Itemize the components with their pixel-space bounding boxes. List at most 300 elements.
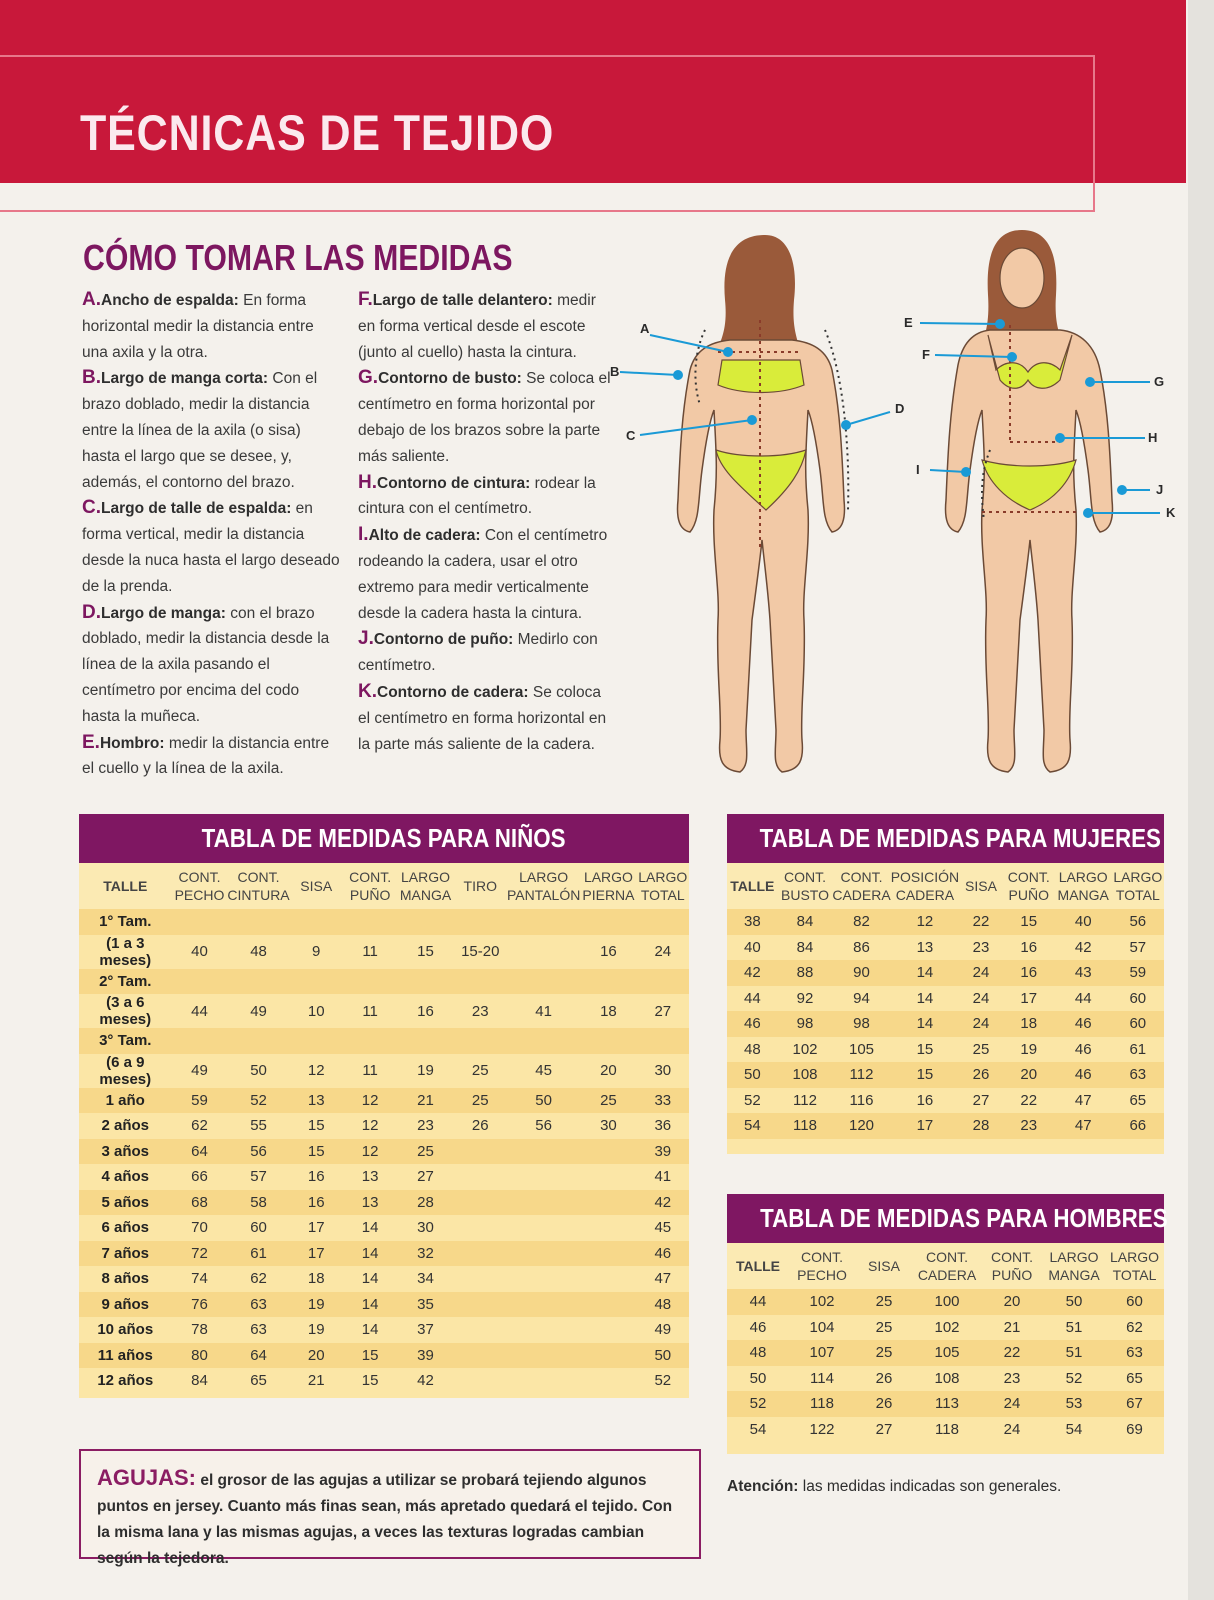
table-cell	[507, 1139, 580, 1165]
table-cell: 88	[778, 960, 833, 986]
table-cell: 46	[637, 1241, 689, 1267]
instruction-name: Largo de manga:	[101, 604, 226, 622]
table-cell: 55	[250, 1117, 267, 1135]
table-cell	[172, 1028, 228, 1054]
table-header-row	[727, 863, 1164, 909]
instruction-letter: G.	[358, 367, 379, 389]
table-cell: 15	[307, 1117, 325, 1135]
instruction-letter: D.	[82, 601, 101, 623]
table-cell: 34	[417, 1270, 434, 1288]
table-cell: 14	[891, 960, 959, 986]
table-cell: 90	[832, 960, 890, 986]
table-cell: 30	[654, 1062, 672, 1079]
table-cell: 9	[312, 943, 321, 960]
table-cell	[397, 969, 453, 995]
row-label: 50	[749, 1369, 767, 1387]
table-cell: 47	[654, 1270, 672, 1288]
table-cell	[454, 909, 507, 935]
instruction-item	[82, 730, 340, 783]
table-cell: 112	[832, 1062, 890, 1088]
table-row	[727, 1011, 1164, 1037]
table-cell: 25	[972, 1040, 990, 1058]
table-cell: 26	[471, 1117, 489, 1135]
face	[1000, 248, 1044, 308]
column-header: TALLE	[727, 1243, 789, 1289]
row-label: 44	[727, 1289, 789, 1315]
table-cell	[290, 909, 343, 935]
row-label: 7 años	[79, 1241, 172, 1267]
table-cell: 44	[1074, 989, 1092, 1007]
table-cell: 22	[981, 1340, 1043, 1366]
table-cell: 28	[959, 1113, 1003, 1139]
table-row	[727, 1062, 1164, 1088]
table-cell	[507, 909, 580, 935]
instructions-column-left	[82, 287, 340, 782]
table-cell: 57	[1129, 938, 1147, 956]
instruction-text: Medirlo con centímetro.	[358, 631, 598, 675]
table-cell: 20	[981, 1289, 1043, 1315]
table-row	[79, 1113, 689, 1139]
instruction-text: Con el centímetro rodeando la cadera, usar el otro extremo para medir verticalmente desde la cadera hasta la cintura.	[358, 527, 608, 622]
instruction-item	[82, 600, 340, 730]
men-size-table	[727, 1194, 1168, 1454]
label-d: D	[895, 401, 905, 416]
table-row	[727, 1340, 1164, 1366]
needles-title: AGUJAS:	[97, 1465, 197, 1490]
table-cell	[343, 1028, 398, 1054]
table-cell	[507, 1266, 580, 1292]
table-cell: 42	[637, 1190, 689, 1216]
table-row	[79, 909, 689, 935]
table-cell: 25	[397, 1139, 453, 1165]
table-cell	[454, 1343, 507, 1369]
table-cell	[454, 969, 507, 995]
instruction-item	[358, 522, 616, 626]
row-label: 3 años	[79, 1139, 172, 1165]
table-cell: 12	[891, 909, 959, 935]
table-cell	[507, 1343, 580, 1369]
table-cell: 14	[361, 1219, 379, 1237]
label-e: E	[904, 315, 913, 330]
table-cell: 61	[227, 1241, 289, 1267]
table-cell: 13	[343, 1190, 398, 1216]
needles-text: el grosor de las agujas a utilizar se probará tejiendo algunos puntos en jersey. Cuanto más finas sean, más apretado quedará el tejido. Con la misma lana y las mismas agujas, a veces las texturas logradas cambian según la tejedora.	[97, 1472, 673, 1567]
attention-label: Atención:	[727, 1478, 799, 1495]
table-cell: 67	[1105, 1391, 1164, 1417]
table-cell	[454, 1028, 507, 1054]
table-row	[727, 1289, 1164, 1315]
table-cell: 16	[307, 1168, 325, 1186]
table-cell: 15	[891, 1062, 959, 1088]
table-cell	[580, 1241, 636, 1267]
table-cell: 18	[600, 1002, 617, 1020]
table-cell: 63	[1105, 1340, 1164, 1366]
instruction-item	[358, 626, 616, 679]
figure-front-view	[900, 220, 1185, 800]
table-cell: 60	[250, 1219, 267, 1237]
instruction-text: Se coloca el centímetro en forma horizontal en la parte más saliente de la cadera.	[358, 683, 607, 753]
table-cell: 52	[227, 1088, 289, 1114]
table-cell	[507, 1028, 580, 1054]
dot-e	[995, 319, 1005, 329]
instruction-text: rodear la cintura con el centímetro.	[358, 474, 596, 518]
table-cell: 74	[191, 1270, 208, 1288]
table-cell: 102	[792, 1040, 818, 1058]
table-cell: 86	[853, 938, 870, 956]
table-cell: 23	[1003, 1369, 1021, 1387]
table-cell: 39	[397, 1343, 453, 1369]
table-cell: 28	[397, 1190, 453, 1216]
table-cell: 23	[1003, 1113, 1055, 1139]
table-cell: 17	[307, 1219, 325, 1237]
row-label: 1 año	[79, 1088, 172, 1114]
table-cell: 15	[417, 943, 434, 960]
table-cell: 18	[1003, 1011, 1055, 1037]
table-cell	[290, 1028, 343, 1054]
table-cell	[580, 1292, 636, 1318]
row-label: 46	[749, 1318, 767, 1336]
table-cell: 35	[397, 1292, 453, 1318]
table-cell: 102	[934, 1318, 960, 1336]
table-cell	[580, 1028, 636, 1054]
table-cell: 84	[778, 909, 833, 935]
men-table-grid	[727, 1243, 1164, 1442]
table-cell: 32	[397, 1241, 453, 1267]
table-cell: 26	[855, 1391, 913, 1417]
table-cell: 45	[654, 1219, 672, 1237]
label-c: C	[626, 428, 636, 443]
table-cell	[343, 909, 398, 935]
table-row	[79, 1368, 689, 1394]
table-cell: 51	[1043, 1340, 1105, 1366]
row-label: 48	[743, 1040, 761, 1058]
table-cell	[507, 1190, 580, 1216]
instruction-text: medir la distancia entre el cuello y la línea de la axila.	[82, 734, 330, 778]
row-label: 52	[743, 1091, 761, 1109]
dot-c	[747, 415, 757, 425]
table-cell: 80	[172, 1343, 228, 1369]
table-cell: 108	[934, 1369, 960, 1387]
table-cell: 17	[290, 1241, 343, 1267]
instruction-name: Largo de talle de espalda:	[101, 500, 292, 518]
table-cell: 12	[361, 1117, 379, 1135]
table-cell: 18	[307, 1270, 325, 1288]
table-cell: 64	[227, 1343, 289, 1369]
table-cell: 27	[972, 1091, 990, 1109]
table-cell	[507, 969, 580, 995]
table-cell: 20	[600, 1062, 617, 1079]
table-cell: 114	[810, 1369, 834, 1387]
table-cell: 118	[778, 1113, 833, 1139]
column-header: LARGO MANGA	[1043, 1243, 1105, 1289]
table-cell: 46	[1074, 1040, 1092, 1058]
column-header: CONT. CADERA	[832, 863, 890, 909]
table-cell: 63	[1112, 1062, 1164, 1088]
table-cell	[637, 969, 689, 995]
table-row	[79, 935, 689, 969]
table-cell: 46	[1055, 1011, 1112, 1037]
table-cell: 50	[250, 1062, 267, 1079]
table-cell: 64	[172, 1139, 228, 1165]
table-cell: 56	[1112, 909, 1164, 935]
table-cell: 48	[250, 943, 267, 960]
table-cell: 46	[1055, 1062, 1112, 1088]
table-row	[79, 1054, 689, 1088]
table-cell: 14	[891, 1011, 959, 1037]
table-cell: 25	[471, 1062, 489, 1079]
table-row	[79, 1266, 689, 1292]
table-cell: 26	[875, 1369, 893, 1387]
needles-note	[79, 1449, 701, 1567]
table-cell: 24	[972, 989, 990, 1007]
table-cell: 14	[916, 989, 934, 1007]
table-cell: 14	[343, 1292, 398, 1318]
dot-g	[1085, 377, 1095, 387]
instruction-name: Alto de cadera:	[368, 527, 481, 545]
table-cell: 27	[875, 1420, 893, 1438]
table-cell: 52	[654, 1372, 672, 1390]
table-cell: 16	[1020, 938, 1038, 956]
table-row	[79, 1190, 689, 1216]
row-label: 2 años	[101, 1117, 150, 1135]
table-cell: 60	[1129, 989, 1147, 1007]
men-table-title: TABLA DE MEDIDAS PARA HOMBRES	[727, 1194, 1164, 1243]
instruction-letter: I.	[358, 524, 369, 546]
figure-back-view	[610, 220, 910, 800]
table-cell: 62	[1126, 1318, 1143, 1336]
table-cell: 10	[307, 1002, 325, 1020]
table-row	[79, 1292, 689, 1318]
table-cell	[397, 909, 453, 935]
table-cell	[227, 909, 289, 935]
table-cell	[454, 1164, 507, 1190]
table-cell: 15-20	[461, 943, 500, 960]
table-cell	[637, 909, 689, 935]
table-cell: 76	[172, 1292, 228, 1318]
table-cell: 63	[250, 1321, 267, 1339]
instruction-name: Contorno de cadera:	[377, 683, 529, 701]
table-cell: 23	[471, 1002, 489, 1020]
table-row	[727, 1315, 1164, 1341]
table-cell	[454, 1317, 507, 1343]
table-cell: 120	[832, 1113, 890, 1139]
table-cell: 11	[362, 943, 378, 960]
table-cell: 24	[1003, 1420, 1021, 1438]
column-header: SISA	[959, 863, 1003, 909]
table-cell: 100	[913, 1289, 981, 1315]
dot-i	[961, 467, 971, 477]
column-header: SISA	[290, 863, 343, 909]
instruction-text: con el brazo doblado, medir la distancia desde la línea de la axila pasando el centímetro por encima del codo hasta la muñeca.	[82, 604, 330, 725]
table-cell	[507, 1292, 580, 1318]
table-cell	[227, 1028, 289, 1054]
table-cell: 22	[1020, 1091, 1038, 1109]
row-label: 6 años	[101, 1219, 150, 1237]
table-cell	[580, 909, 636, 935]
table-cell: 52	[1065, 1369, 1083, 1387]
table-cell: 72	[172, 1241, 228, 1267]
dot-d	[841, 420, 851, 430]
dot-f	[1007, 352, 1017, 362]
label-f: F	[922, 347, 930, 362]
instruction-item	[82, 495, 340, 599]
body-front	[946, 330, 1113, 772]
table-cell: 16	[916, 1091, 934, 1109]
row-label: 9 años	[79, 1292, 172, 1318]
row-label: 44	[743, 989, 761, 1007]
table-cell: 41	[654, 1168, 672, 1186]
pointer-d	[846, 412, 890, 425]
instruction-letter: B.	[82, 367, 101, 389]
row-label: 1° Tam.	[79, 909, 172, 935]
instruction-name: Largo de manga corta:	[101, 370, 269, 388]
instructions-column-right	[358, 287, 616, 757]
column-header: LARGO MANGA	[397, 863, 453, 909]
table-cell: 24	[959, 1011, 1003, 1037]
table-cell: 58	[227, 1190, 289, 1216]
pointer-b	[620, 372, 678, 375]
table-cell: 122	[809, 1420, 835, 1438]
table-cell: 65	[250, 1372, 267, 1390]
table-cell: 12	[343, 1139, 398, 1165]
label-i: I	[916, 462, 920, 477]
column-header: LARGO TOTAL	[637, 863, 689, 909]
table-cell: 27	[417, 1168, 434, 1186]
row-label: 42	[727, 960, 778, 986]
table-cell: 15	[290, 1139, 343, 1165]
table-cell: 82	[832, 909, 890, 935]
table-cell: 24	[981, 1391, 1043, 1417]
table-cell: 19	[290, 1292, 343, 1318]
table-cell: 51	[1065, 1318, 1083, 1336]
table-row	[727, 1391, 1164, 1417]
table-cell: 53	[1043, 1391, 1105, 1417]
table-cell: 13	[916, 938, 934, 956]
table-cell: 60	[1105, 1289, 1164, 1315]
table-cell: 12	[307, 1062, 325, 1079]
table-cell	[454, 1190, 507, 1216]
table-cell: 17	[891, 1113, 959, 1139]
table-cell	[637, 1028, 689, 1054]
table-cell: 92	[796, 989, 814, 1007]
row-label: (3 a 6 meses)	[99, 994, 152, 1028]
instruction-letter: C.	[82, 497, 101, 519]
table-cell: 68	[172, 1190, 228, 1216]
row-label: 50	[727, 1062, 778, 1088]
table-cell: 98	[778, 1011, 833, 1037]
column-header: CONT. PECHO	[172, 863, 228, 909]
table-cell: 98	[832, 1011, 890, 1037]
table-cell: 11	[362, 1062, 378, 1079]
table-cell: 112	[793, 1091, 817, 1109]
instruction-letter: F.	[358, 289, 373, 310]
table-cell: 42	[417, 1372, 434, 1390]
table-cell: 45	[535, 1062, 552, 1079]
instruction-name: Contorno de puño:	[373, 631, 514, 649]
label-j: J	[1156, 482, 1164, 497]
table-cell: 43	[1055, 960, 1112, 986]
table-cell: 19	[1020, 1040, 1038, 1058]
table-cell: 25	[580, 1088, 636, 1114]
row-label: 40	[743, 938, 761, 956]
table-cell: 118	[789, 1391, 855, 1417]
row-label: 54	[727, 1113, 778, 1139]
instruction-item	[82, 365, 340, 495]
table-cell: 44	[191, 1002, 208, 1020]
table-cell: 84	[796, 938, 814, 956]
row-label: 3° Tam.	[79, 1028, 172, 1054]
column-header: LARGO PIERNA	[580, 863, 636, 909]
table-cell	[343, 969, 398, 995]
table-cell: 50	[1043, 1289, 1105, 1315]
row-label: 2° Tam.	[79, 969, 172, 995]
column-header: TIRO	[454, 863, 507, 909]
table-cell: 25	[855, 1289, 913, 1315]
table-cell	[290, 969, 343, 995]
instruction-item	[358, 679, 616, 757]
dot-a	[723, 347, 733, 357]
table-cell: 15	[916, 1040, 934, 1058]
table-cell: 116	[849, 1091, 874, 1109]
row-label: 8 años	[101, 1270, 150, 1288]
page-edge	[1188, 0, 1214, 1600]
attention-note	[727, 1478, 1061, 1496]
table-row	[79, 1028, 689, 1054]
table-cell: 21	[397, 1088, 453, 1114]
table-cell: 33	[637, 1088, 689, 1114]
table-cell: 25	[855, 1340, 913, 1366]
table-cell: 16	[1003, 960, 1055, 986]
row-label: 4 años	[101, 1168, 150, 1186]
table-cell	[172, 909, 228, 935]
table-cell: 13	[361, 1168, 379, 1186]
label-a: A	[640, 321, 650, 336]
table-cell: 107	[789, 1340, 855, 1366]
table-cell: 15	[1003, 909, 1055, 935]
column-header: CONT. CINTURA	[227, 863, 289, 909]
table-cell	[454, 1215, 507, 1241]
table-cell: 50	[637, 1343, 689, 1369]
table-cell: 66	[1112, 1113, 1164, 1139]
table-header-row	[727, 1243, 1164, 1289]
label-k: K	[1166, 505, 1176, 520]
table-cell: 60	[1112, 1011, 1164, 1037]
table-cell: 56	[535, 1117, 552, 1135]
table-row	[79, 1317, 689, 1343]
table-cell	[580, 969, 636, 995]
table-cell: 37	[417, 1321, 434, 1339]
back-figure-body	[678, 235, 849, 772]
column-header: SISA	[855, 1243, 913, 1289]
section-title: CÓMO TOMAR LAS MEDIDAS	[83, 237, 513, 278]
table-cell: 36	[654, 1117, 672, 1135]
column-header: CONT. PUÑO	[343, 863, 398, 909]
row-label: 52	[727, 1391, 789, 1417]
table-cell: 13	[290, 1088, 343, 1114]
table-cell	[580, 1215, 636, 1241]
table-cell: 40	[191, 943, 208, 960]
table-cell: 19	[417, 1062, 434, 1079]
row-label: (6 a 9 meses)	[99, 1053, 152, 1088]
instruction-letter: K.	[358, 680, 377, 702]
table-cell	[454, 1139, 507, 1165]
page-title: TÉCNICAS DE TEJIDO	[80, 105, 555, 161]
column-header: LARGO TOTAL	[1112, 863, 1164, 909]
row-label: 46	[727, 1011, 778, 1037]
table-cell	[580, 1190, 636, 1216]
table-cell	[454, 1266, 507, 1292]
column-header: CONT. PECHO	[789, 1243, 855, 1289]
